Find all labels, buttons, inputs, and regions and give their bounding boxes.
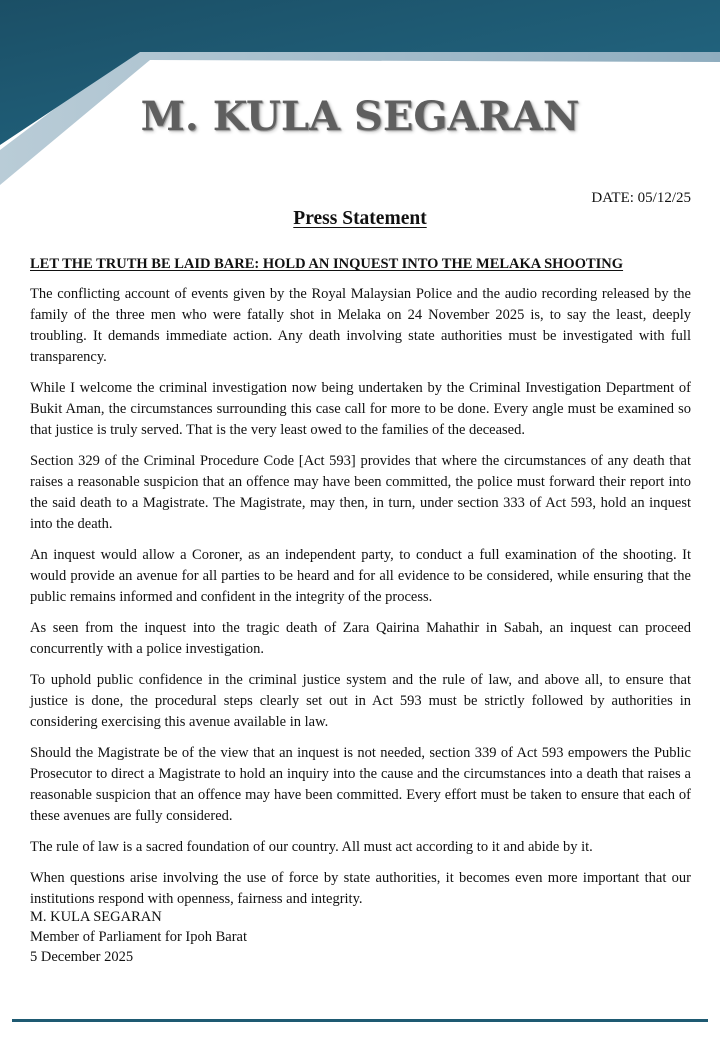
body-paragraph: As seen from the inquest into the tragic death of Zara Qairina Mahathir in Sabah, an inquest can proceed concurrently with a police investigation. bbox=[30, 620, 691, 657]
statement-headline: LET THE TRUTH BE LAID BARE: HOLD AN INQUEST INTO THE MELAKA SHOOTING bbox=[30, 256, 624, 272]
body-paragraph: To uphold public confidence in the criminal justice system and the rule of law, and above all, to ensure that justice is done, the procedural steps clearly set out in Act 593 must be strictly followed by authorities in considering exercising this avenue available in law. bbox=[30, 672, 691, 730]
signatory-name: M. KULA SEGARAN bbox=[30, 909, 162, 925]
signatory-title: Member of Parliament for Ipoh Barat bbox=[30, 929, 248, 945]
footer-divider bbox=[12, 1019, 708, 1022]
body-paragraph: The rule of law is a sacred foundation of our country. All must act according to it and abide by it. bbox=[30, 839, 593, 855]
body-paragraph: When questions arise involving the use of force by state authorities, it becomes even more important that our institutions respond with openness, fairness and integrity. bbox=[30, 870, 691, 907]
body-paragraph: Should the Magistrate be of the view that an inquest is not needed, section 339 of Act 593 empowers the Public Prosecutor to direct a Magistrate to hold an inquiry into the cause and the circumstances into a death that raises a reasonable suspicion that an offence may have been committed. Every effort must be taken to ensure that each of these avenues are fully considered. bbox=[30, 745, 691, 824]
body-paragraph: While I welcome the criminal investigation now being undertaken by the Criminal Investigation Department of Bukit Aman, the circumstances surrounding this case call for more to be done. Every angle must be examined so that justice is truly served. That is the very least owed to the families of the deceased. bbox=[30, 380, 691, 438]
body-paragraph: The conflicting account of events given by the Royal Malaysian Police and the audio recording released by the family of the three men who were fatally shot in Melaka on 24 November 2025 is, to say the least, deeply troubling. It demands immediate action. Any death involving state authorities must be investigated with full transparency. bbox=[30, 286, 691, 365]
statement-body bbox=[30, 284, 691, 920]
document-type-heading: Press Statement bbox=[293, 208, 427, 229]
signature-date: 5 December 2025 bbox=[30, 949, 134, 965]
signature-block bbox=[30, 907, 247, 967]
body-paragraph: An inquest would allow a Coroner, as an independent party, to conduct a full examination of the shooting. It would provide an avenue for all parties to be heard and for all evidence to be considered, while ensuring that the public remains informed and confident in the integrity of the process. bbox=[30, 547, 691, 605]
body-paragraph: Section 329 of the Criminal Procedure Code [Act 593] provides that where the circumstances of any death that raises a reasonable suspicion that an offence may have been committed, the police must forward their report into the said death to a Magistrate. The Magistrate, may then, in turn, under section 333 of Act 593, hold an inquest into the death. bbox=[30, 453, 691, 532]
letterhead-name: M. KULA SEGARAN bbox=[140, 93, 580, 140]
statement-date: DATE: 05/12/25 bbox=[591, 190, 691, 206]
